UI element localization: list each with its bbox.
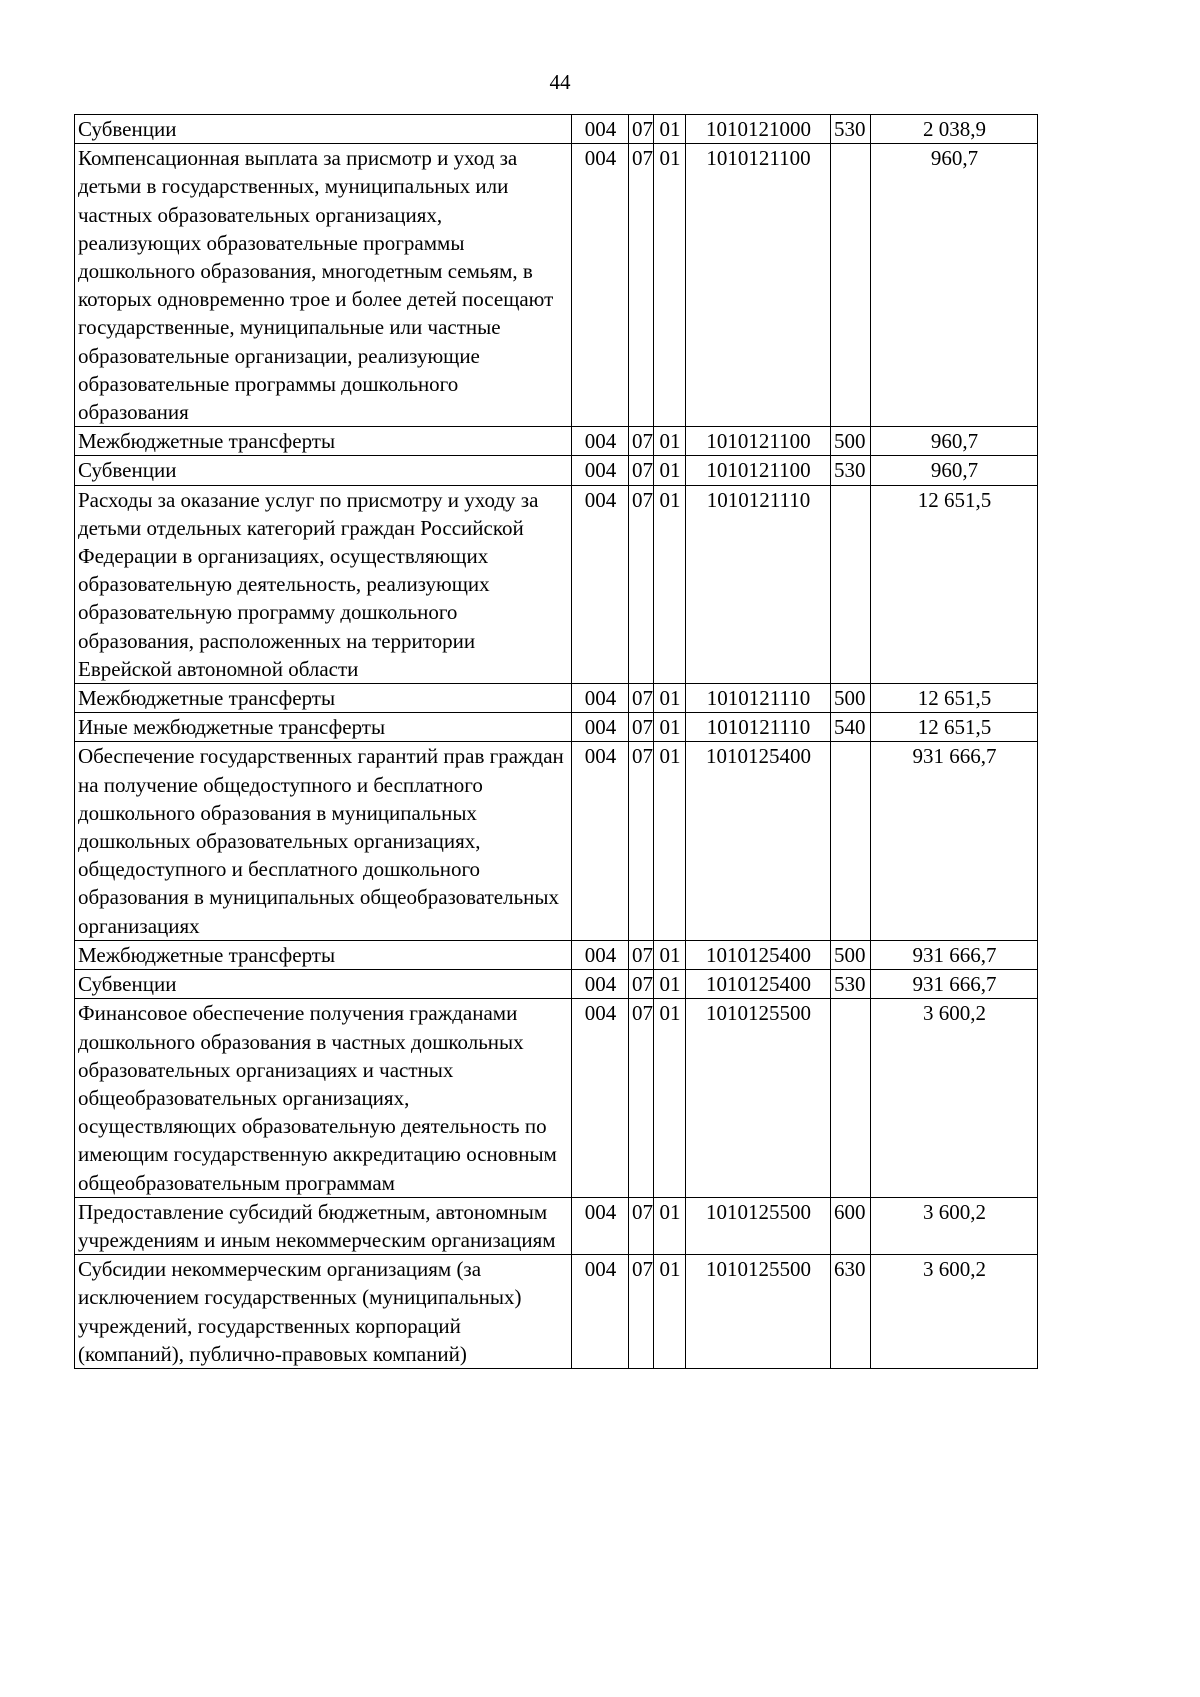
row-name-cell: Межбюджетные трансферты	[75, 427, 572, 456]
row-amount-cell: 931 666,7	[871, 970, 1038, 999]
row-amount-cell: 3 600,2	[871, 999, 1038, 1197]
row-expense-type-cell: 530	[831, 970, 871, 999]
row-name-cell: Субсидии некоммерческим организациям (за исключением государственных (муниципальных) учреждений, государственных корпораций (компаний), публично-правовых компаний)	[75, 1255, 572, 1369]
row-section-code-cell: 07	[629, 742, 654, 940]
row-subsection-code-cell: 01	[654, 1197, 686, 1254]
page-number: 44	[549, 70, 571, 94]
row-subsection-code-cell: 01	[654, 456, 686, 485]
row-expense-type-cell: 500	[831, 940, 871, 969]
row-subsection-code-cell: 01	[654, 427, 686, 456]
row-name-cell: Иные межбюджетные трансферты	[75, 713, 572, 742]
row-gr-code-cell: 004	[572, 970, 629, 999]
table-row	[75, 713, 1038, 742]
row-section-code-cell: 07	[629, 970, 654, 999]
row-target-code-cell: 1010121110	[686, 684, 831, 713]
row-gr-code-cell: 004	[572, 713, 629, 742]
row-name-cell: Межбюджетные трансферты	[75, 940, 572, 969]
row-gr-code-cell: 004	[572, 485, 629, 683]
row-section-code-cell: 07	[629, 1197, 654, 1254]
row-expense-type-cell: 500	[831, 684, 871, 713]
table-row	[75, 427, 1038, 456]
row-name-cell: Субвенции	[75, 115, 572, 144]
row-subsection-code-cell: 01	[654, 684, 686, 713]
row-section-code-cell: 07	[629, 144, 654, 427]
row-target-code-cell: 1010121110	[686, 485, 831, 683]
row-gr-code-cell: 004	[572, 742, 629, 940]
row-gr-code-cell: 004	[572, 115, 629, 144]
row-gr-code-cell: 004	[572, 684, 629, 713]
row-amount-cell: 3 600,2	[871, 1255, 1038, 1369]
row-amount-cell: 12 651,5	[871, 713, 1038, 742]
row-target-code-cell: 1010125400	[686, 940, 831, 969]
row-gr-code-cell: 004	[572, 144, 629, 427]
row-target-code-cell: 1010121100	[686, 427, 831, 456]
row-expense-type-cell: 500	[831, 427, 871, 456]
row-target-code-cell: 1010121000	[686, 115, 831, 144]
row-subsection-code-cell: 01	[654, 999, 686, 1197]
table-row	[75, 485, 1038, 683]
row-gr-code-cell: 004	[572, 1197, 629, 1254]
row-target-code-cell: 1010125500	[686, 999, 831, 1197]
row-expense-type-cell: 630	[831, 1255, 871, 1369]
row-subsection-code-cell: 01	[654, 485, 686, 683]
table-row	[75, 684, 1038, 713]
row-subsection-code-cell: 01	[654, 970, 686, 999]
table-row	[75, 115, 1038, 144]
table-row	[75, 742, 1038, 940]
row-expense-type-cell: 530	[831, 115, 871, 144]
row-amount-cell: 3 600,2	[871, 1197, 1038, 1254]
row-amount-cell: 931 666,7	[871, 742, 1038, 940]
row-amount-cell: 2 038,9	[871, 115, 1038, 144]
row-name-cell: Расходы за оказание услуг по присмотру и уходу за детьми отдельных категорий граждан Российской Федерации в организациях, осуществляющих образовательную деятельность, реализующих образовательную программу дошкольного образования, расположенных на территории Еврейской автономной области	[75, 485, 572, 683]
row-section-code-cell: 07	[629, 485, 654, 683]
row-amount-cell: 12 651,5	[871, 485, 1038, 683]
row-name-cell: Финансовое обеспечение получения гражданами дошкольного образования в частных дошкольных образовательных организациях и частных общеобразовательных организациях, осуществляющих образовательную деятельность по имеющим государственную аккредитацию основным общеобразовательным программам	[75, 999, 572, 1197]
row-section-code-cell: 07	[629, 427, 654, 456]
row-subsection-code-cell: 01	[654, 144, 686, 427]
row-amount-cell: 931 666,7	[871, 940, 1038, 969]
row-section-code-cell: 07	[629, 456, 654, 485]
row-subsection-code-cell: 01	[654, 940, 686, 969]
row-target-code-cell: 1010125500	[686, 1255, 831, 1369]
row-target-code-cell: 1010125400	[686, 742, 831, 940]
table-row	[75, 456, 1038, 485]
row-expense-type-cell: 600	[831, 1197, 871, 1254]
table-row	[75, 940, 1038, 969]
table-row	[75, 144, 1038, 427]
row-subsection-code-cell: 01	[654, 713, 686, 742]
row-section-code-cell: 07	[629, 940, 654, 969]
row-gr-code-cell: 004	[572, 456, 629, 485]
row-name-cell: Предоставление субсидий бюджетным, автономным учреждениям и иным некоммерческим организациям	[75, 1197, 572, 1254]
row-section-code-cell: 07	[629, 1255, 654, 1369]
row-amount-cell: 960,7	[871, 144, 1038, 427]
row-expense-type-cell: 540	[831, 713, 871, 742]
row-name-cell: Компенсационная выплата за присмотр и уход за детьми в государственных, муниципальных или частных образовательных организациях, реализующих образовательные программы дошкольного образования, многодетным семьям, в которых одновременно трое и более детей посещают государственные, муниципальные или частные образовательные организации, реализующие образовательные программы дошкольного образования	[75, 144, 572, 427]
table-row	[75, 999, 1038, 1197]
row-target-code-cell: 1010121110	[686, 713, 831, 742]
row-expense-type-cell	[831, 999, 871, 1197]
row-name-cell: Обеспечение государственных гарантий прав граждан на получение общедоступного и бесплатного дошкольного образования в муниципальных дошкольных образовательных организациях, общедоступного и бесплатного дошкольного образования в муниципальных общеобразовательных организациях	[75, 742, 572, 940]
table-row	[75, 1197, 1038, 1254]
row-subsection-code-cell: 01	[654, 1255, 686, 1369]
row-subsection-code-cell: 01	[654, 115, 686, 144]
row-name-cell: Межбюджетные трансферты	[75, 684, 572, 713]
row-expense-type-cell	[831, 742, 871, 940]
row-gr-code-cell: 004	[572, 1255, 629, 1369]
row-name-cell: Субвенции	[75, 970, 572, 999]
row-expense-type-cell	[831, 144, 871, 427]
row-gr-code-cell: 004	[572, 940, 629, 969]
row-name-cell: Субвенции	[75, 456, 572, 485]
row-expense-type-cell: 530	[831, 456, 871, 485]
row-section-code-cell: 07	[629, 684, 654, 713]
row-target-code-cell: 1010121100	[686, 456, 831, 485]
row-gr-code-cell: 004	[572, 999, 629, 1197]
budget-table	[74, 114, 1038, 1369]
row-expense-type-cell	[831, 485, 871, 683]
row-amount-cell: 960,7	[871, 456, 1038, 485]
row-section-code-cell: 07	[629, 115, 654, 144]
row-section-code-cell: 07	[629, 999, 654, 1197]
row-amount-cell: 960,7	[871, 427, 1038, 456]
row-section-code-cell: 07	[629, 713, 654, 742]
row-subsection-code-cell: 01	[654, 742, 686, 940]
table-row	[75, 1255, 1038, 1369]
row-target-code-cell: 1010125400	[686, 970, 831, 999]
row-gr-code-cell: 004	[572, 427, 629, 456]
row-amount-cell: 12 651,5	[871, 684, 1038, 713]
row-target-code-cell: 1010125500	[686, 1197, 831, 1254]
table-row	[75, 970, 1038, 999]
budget-table-body	[75, 115, 1038, 1369]
row-target-code-cell: 1010121100	[686, 144, 831, 427]
